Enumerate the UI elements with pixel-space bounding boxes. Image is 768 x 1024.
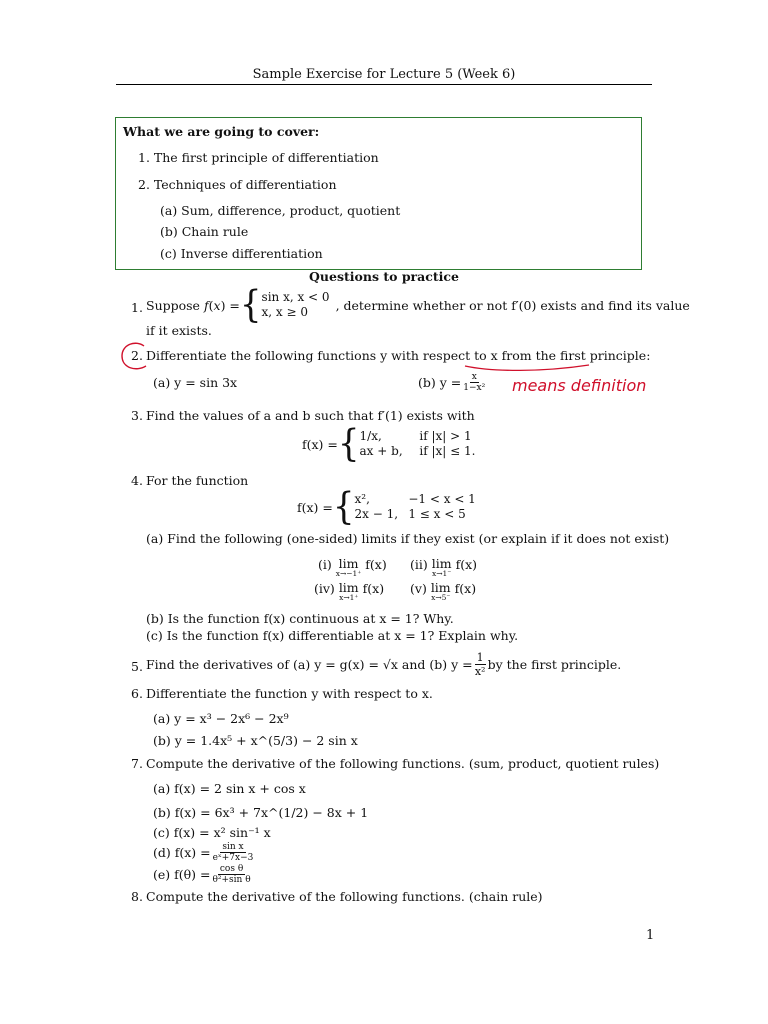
cover-subitem-c: (c) Inverse differentiation	[160, 246, 323, 261]
limit-v-label: (v)	[410, 581, 427, 596]
q7-text: Compute the derivative of the following functions. (sum, product, quotient rules)	[146, 756, 660, 771]
q4-case1-condition: −1 < x < 1	[408, 492, 476, 506]
limit-iv-word: lim	[338, 580, 359, 595]
q1-brace: {	[239, 283, 262, 327]
q4-cases	[355, 492, 476, 522]
q3-case1	[360, 429, 476, 444]
q3-cases	[360, 429, 476, 459]
q1-tail: , determine whether or not f′(0) exists and find its value	[335, 297, 690, 313]
limit-iv-fx: f(x)	[362, 581, 385, 596]
q5-text-1: Find the derivatives of (a) y = g(x) = √x and (b) y =	[146, 657, 473, 672]
q2-text: Differentiate the following functions y with respect to x from the first principle:	[146, 348, 651, 363]
q1-number: 1.	[131, 300, 143, 315]
q6-part-a: (a) y = x³ − 2x⁶ − 2x⁹	[153, 711, 289, 726]
limit-i-word: lim	[338, 556, 359, 571]
cover-title: What we are going to cover:	[123, 124, 320, 139]
q3-case1-value: 1/x,	[359, 429, 382, 443]
q2-b-numerator: x	[471, 372, 477, 382]
limit-i	[318, 557, 387, 578]
q2-part-b	[418, 372, 487, 393]
q4-lhs: f(x) =	[297, 499, 333, 515]
q7-e-denominator: θ²+sin θ	[212, 875, 251, 885]
limit-i-sub: x→−1⁺	[335, 569, 362, 578]
q7-part-e	[153, 864, 253, 885]
q2-b-denominator: 1−x²	[463, 383, 486, 393]
q7-part-e-label: (e) f(θ) =	[153, 867, 211, 882]
q1-line	[146, 283, 690, 327]
q4-case2-condition: 1 ≤ x < 5	[408, 507, 466, 521]
q2-part-a: (a) y = sin 3x	[153, 375, 238, 390]
limit-ii	[410, 557, 477, 578]
q7-d-numerator: sin x	[222, 842, 244, 852]
page-number: 1	[646, 928, 655, 943]
q4-brace: {	[332, 485, 355, 529]
q4-part-b: (b) Is the function f(x) continuous at x = 1? Why.	[146, 611, 454, 626]
q5-denominator: x²	[474, 665, 486, 678]
limit-iv-sub: x→1⁺	[339, 593, 359, 602]
q3-number: 3.	[131, 408, 143, 423]
q6-number: 6.	[131, 686, 143, 701]
limit-i-fx: f(x)	[365, 557, 387, 572]
q8-number: 8.	[131, 889, 143, 904]
q5-number: 5.	[131, 659, 143, 674]
q3-text: Find the values of a and b such that f′(1) exists with	[146, 408, 475, 423]
q2-part-b-fraction	[463, 372, 485, 393]
limit-iv-label: (iv)	[314, 581, 335, 596]
q1-case2: x, x ≥ 0	[261, 305, 309, 319]
q7-part-d-fraction	[213, 842, 254, 863]
q4-case2	[355, 507, 476, 522]
limit-v-word: lim	[430, 580, 451, 595]
q4-number: 4.	[131, 473, 143, 488]
handwritten-note: means definition	[512, 376, 647, 395]
q5-text-2: by the first principle.	[487, 657, 622, 672]
cover-item-2: 2. Techniques of differentiation	[138, 177, 337, 192]
limit-iv-operator	[339, 581, 359, 602]
limit-v-operator	[431, 581, 451, 602]
q7-part-c: (c) f(x) = x² sin⁻¹ x	[153, 825, 271, 840]
q4-case2-value: 2x − 1,	[354, 507, 399, 521]
q4-part-c: (c) Is the function f(x) differentiable at x = 1? Explain why.	[146, 628, 519, 643]
q1-lead: Suppose	[146, 297, 200, 313]
q3-lhs: f(x) =	[302, 436, 338, 452]
q2-number: 2.	[131, 348, 143, 363]
limit-v-fx: f(x)	[454, 581, 477, 596]
q7-part-e-fraction	[212, 864, 250, 885]
q7-d-denominator: eˣ+7x−3	[212, 853, 254, 863]
limit-ii-sub: x→1⁻	[432, 569, 452, 578]
q5-line	[146, 651, 621, 678]
q7-e-numerator: cos θ	[219, 864, 244, 874]
header-rule	[116, 84, 652, 85]
q3-case2-value: ax + b,	[359, 444, 403, 458]
q8-text: Compute the derivative of the following functions. (chain rule)	[146, 889, 543, 904]
limit-ii-operator	[432, 557, 452, 578]
q1-case1: sin x, x < 0	[261, 290, 330, 304]
q1-tail-2: if it exists.	[146, 323, 212, 338]
section-title: Questions to practice	[309, 269, 459, 284]
q5-numerator: 1	[476, 651, 484, 664]
limit-iv	[314, 581, 384, 602]
cover-subitem-b: (b) Chain rule	[160, 224, 249, 239]
limit-ii-word: lim	[431, 556, 452, 571]
q1-cases	[262, 290, 330, 320]
q7-part-d-label: (d) f(x) =	[153, 845, 211, 860]
q3-case2	[360, 444, 476, 459]
q3-definition	[302, 422, 476, 466]
q7-part-b: (b) f(x) = 6x³ + 7x^(1/2) − 8x + 1	[153, 805, 369, 820]
q7-number: 7.	[131, 756, 143, 771]
q4-case1	[355, 492, 476, 507]
limit-i-label: (i)	[318, 557, 332, 572]
limit-i-operator	[336, 557, 362, 578]
limit-v	[410, 581, 476, 602]
q2-part-b-label: (b) y =	[418, 375, 462, 390]
q3-case1-condition: if |x| > 1	[419, 429, 472, 443]
q4-case1-value: x²,	[354, 492, 370, 506]
q4-part-a: (a) Find the following (one-sided) limits if they exist (or explain if it does not exist)	[146, 531, 670, 546]
limit-ii-fx: f(x)	[455, 557, 478, 572]
q3-case2-condition: if |x| ≤ 1.	[419, 444, 476, 458]
cover-box	[115, 117, 642, 270]
q1-fx: f(x) =	[203, 297, 240, 313]
q6-part-b: (b) y = 1.4x⁵ + x^(5/3) − 2 sin x	[153, 733, 358, 748]
q6-text: Differentiate the function y with respect to x.	[146, 686, 433, 701]
page-header-title: Sample Exercise for Lecture 5 (Week 6)	[252, 67, 516, 82]
q7-part-a: (a) f(x) = 2 sin x + cos x	[153, 781, 306, 796]
q5-fraction	[475, 651, 486, 678]
q7-part-d	[153, 842, 255, 863]
limit-v-sub: x→5⁻	[431, 593, 451, 602]
cover-subitem-a: (a) Sum, difference, product, quotient	[160, 203, 401, 218]
q4-text: For the function	[146, 473, 249, 488]
limit-ii-label: (ii)	[410, 557, 428, 572]
q3-brace: {	[337, 422, 360, 466]
q4-definition	[297, 485, 476, 529]
cover-item-1: 1. The first principle of differentiation	[138, 150, 379, 165]
